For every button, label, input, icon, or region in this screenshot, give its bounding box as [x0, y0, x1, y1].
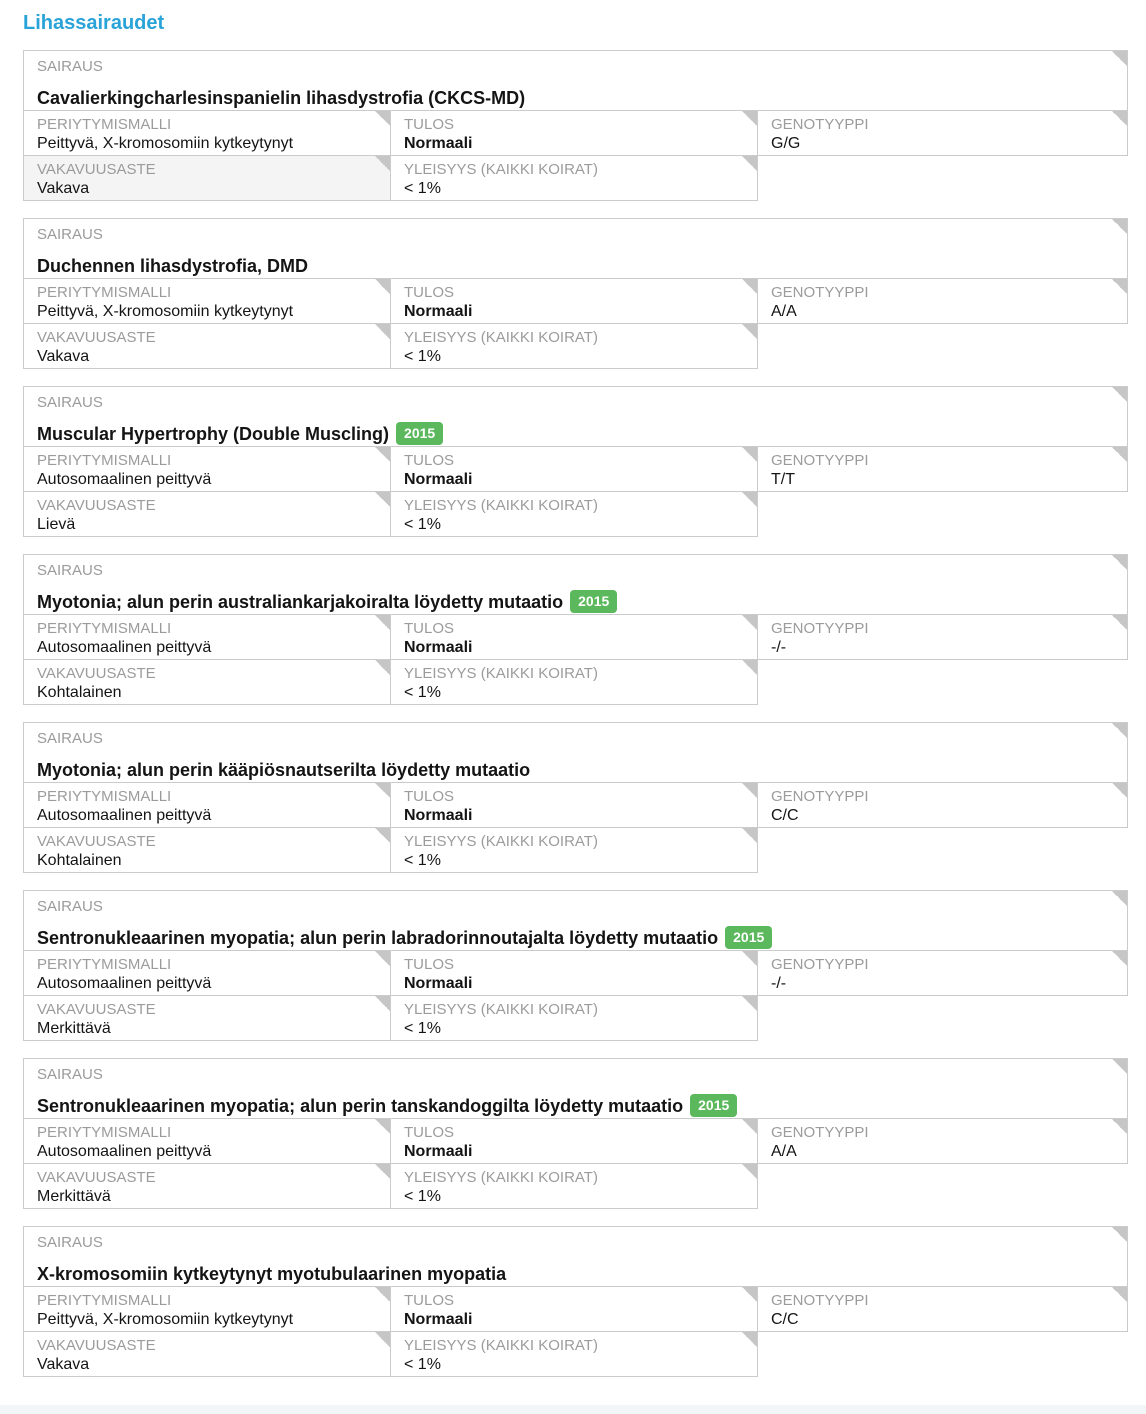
genotype-label: GENOTYYPPI — [771, 1124, 869, 1141]
inheritance-cell[interactable] — [23, 614, 391, 660]
empty-cell — [758, 659, 1128, 705]
disease-card — [23, 218, 1128, 369]
result-label: TULOS — [404, 620, 455, 637]
disease-label: SAIRAUS — [37, 226, 103, 243]
inheritance-cell[interactable] — [23, 446, 391, 492]
inheritance-label: PERIYTYMISMALLI — [37, 956, 172, 973]
result-cell[interactable] — [390, 782, 758, 828]
inheritance-cell[interactable] — [23, 110, 391, 156]
result-value: Normaali — [404, 471, 473, 488]
disease-cell[interactable] — [23, 1226, 1128, 1287]
year-badge: 2015 — [396, 422, 443, 445]
empty-cell — [758, 491, 1128, 537]
genotype-value: C/C — [771, 1311, 799, 1328]
result-cell[interactable] — [390, 110, 758, 156]
severity-value: Merkittävä — [37, 1020, 111, 1037]
disease-title: Duchennen lihasdystrofia, DMD — [37, 256, 309, 276]
genotype-cell[interactable] — [757, 782, 1128, 828]
genotype-label: GENOTYYPPI — [771, 452, 869, 469]
result-row — [23, 950, 1128, 996]
disease-card — [23, 1226, 1128, 1377]
severity-label: VAKAVUUSASTE — [37, 833, 156, 850]
disease-cell[interactable] — [23, 722, 1128, 783]
empty-cell — [758, 323, 1128, 369]
empty-cell — [758, 995, 1128, 1041]
severity-cell[interactable] — [23, 491, 391, 537]
inheritance-cell[interactable] — [23, 950, 391, 996]
result-label: TULOS — [404, 284, 455, 301]
inheritance-cell[interactable] — [23, 1286, 391, 1332]
severity-label: VAKAVUUSASTE — [37, 1337, 156, 1354]
disease-row — [23, 386, 1128, 447]
year-badge: 2015 — [570, 590, 617, 613]
disease-card-list — [23, 50, 1128, 1377]
disease-cell[interactable] — [23, 50, 1128, 111]
inheritance-value: Autosomaalinen peittyvä — [37, 975, 212, 992]
prevalence-cell[interactable] — [390, 995, 758, 1041]
disease-title: X-kromosomiin kytkeytynyt myotubulaarinen myopatia — [37, 1264, 507, 1284]
disease-row — [23, 1058, 1128, 1119]
result-value: Normaali — [404, 1311, 473, 1328]
inheritance-label: PERIYTYMISMALLI — [37, 116, 172, 133]
genotype-cell[interactable] — [757, 110, 1128, 156]
disease-title: Cavalierkingcharlesinspanielin lihasdystrofia (CKCS-MD) — [37, 88, 526, 108]
disease-card — [23, 1058, 1128, 1209]
disease-card — [23, 554, 1128, 705]
disease-card — [23, 890, 1128, 1041]
severity-value: Kohtalainen — [37, 852, 122, 869]
prevalence-value: < 1% — [404, 1020, 441, 1037]
genotype-label: GENOTYYPPI — [771, 788, 869, 805]
disease-label: SAIRAUS — [37, 58, 103, 75]
disease-cell[interactable] — [23, 218, 1128, 279]
empty-cell — [758, 155, 1128, 201]
genotype-cell[interactable] — [757, 446, 1128, 492]
inheritance-label: PERIYTYMISMALLI — [37, 284, 172, 301]
result-row — [23, 110, 1128, 156]
disease-title-line — [37, 254, 1113, 279]
prevalence-cell[interactable] — [390, 1331, 758, 1377]
result-cell[interactable] — [390, 446, 758, 492]
severity-label: VAKAVUUSASTE — [37, 1001, 156, 1018]
result-label: TULOS — [404, 116, 455, 133]
disease-card — [23, 386, 1128, 537]
result-label: TULOS — [404, 788, 455, 805]
inheritance-cell[interactable] — [23, 1118, 391, 1164]
genotype-label: GENOTYYPPI — [771, 620, 869, 637]
disease-row — [23, 722, 1128, 783]
disease-label: SAIRAUS — [37, 1066, 103, 1083]
disease-title: Muscular Hypertrophy (Double Muscling) — [37, 424, 390, 444]
inheritance-cell[interactable] — [23, 278, 391, 324]
prevalence-cell[interactable] — [390, 1163, 758, 1209]
disease-label: SAIRAUS — [37, 898, 103, 915]
result-cell[interactable] — [390, 1118, 758, 1164]
result-value: Normaali — [404, 807, 473, 824]
inheritance-label: PERIYTYMISMALLI — [37, 452, 172, 469]
prevalence-cell[interactable] — [390, 827, 758, 873]
prevalence-label: YLEISYYS (KAIKKI KOIRAT) — [404, 1001, 598, 1018]
result-cell[interactable] — [390, 614, 758, 660]
disease-row — [23, 1226, 1128, 1287]
prevalence-cell[interactable] — [390, 323, 758, 369]
prevalence-label: YLEISYYS (KAIKKI KOIRAT) — [404, 161, 598, 178]
severity-cell[interactable] — [23, 155, 391, 201]
disease-title-line — [37, 926, 1113, 951]
severity-cell[interactable] — [23, 1163, 391, 1209]
severity-row — [23, 491, 1128, 537]
severity-value: Vakava — [37, 1356, 90, 1373]
genotype-cell[interactable] — [757, 1286, 1128, 1332]
disease-row — [23, 554, 1128, 615]
severity-label: VAKAVUUSASTE — [37, 161, 156, 178]
genotype-value: A/A — [771, 303, 797, 320]
severity-row — [23, 1331, 1128, 1377]
severity-label: VAKAVUUSASTE — [37, 329, 156, 346]
inheritance-label: PERIYTYMISMALLI — [37, 620, 172, 637]
disease-label: SAIRAUS — [37, 394, 103, 411]
severity-row — [23, 323, 1128, 369]
genotype-value: -/- — [771, 639, 787, 656]
genotype-value: -/- — [771, 975, 787, 992]
inheritance-value: Autosomaalinen peittyvä — [37, 1143, 212, 1160]
disease-row — [23, 50, 1128, 111]
genotype-value: G/G — [771, 135, 801, 152]
result-value: Normaali — [404, 639, 473, 656]
disease-title: Sentronukleaarinen myopatia; alun perin tanskandoggilta löydetty mutaatio — [37, 1096, 684, 1116]
severity-value: Kohtalainen — [37, 684, 122, 701]
disease-title: Myotonia; alun perin australiankarjakoiralta löydetty mutaatio — [37, 592, 564, 612]
genotype-value: A/A — [771, 1143, 797, 1160]
severity-cell[interactable] — [23, 995, 391, 1041]
severity-value: Lievä — [37, 516, 76, 533]
result-row — [23, 278, 1128, 324]
genotype-label: GENOTYYPPI — [771, 284, 869, 301]
prevalence-label: YLEISYYS (KAIKKI KOIRAT) — [404, 1169, 598, 1186]
severity-cell[interactable] — [23, 323, 391, 369]
result-row — [23, 614, 1128, 660]
inheritance-label: PERIYTYMISMALLI — [37, 1292, 172, 1309]
disease-title-line — [37, 1262, 1113, 1287]
disease-card — [23, 50, 1128, 201]
genotype-value: T/T — [771, 471, 795, 488]
inheritance-value: Peittyvä, X-kromosomiin kytkeytynyt — [37, 135, 294, 152]
result-value: Normaali — [404, 303, 473, 320]
prevalence-value: < 1% — [404, 516, 441, 533]
footer-strip — [0, 1405, 1146, 1414]
inheritance-value: Autosomaalinen peittyvä — [37, 639, 212, 656]
prevalence-label: YLEISYYS (KAIKKI KOIRAT) — [404, 1337, 598, 1354]
result-label: TULOS — [404, 1124, 455, 1141]
disease-title-line — [37, 590, 1113, 615]
disease-label: SAIRAUS — [37, 562, 103, 579]
disease-title: Sentronukleaarinen myopatia; alun perin labradorinnoutajalta löydetty mutaatio — [37, 928, 719, 948]
prevalence-value: < 1% — [404, 684, 441, 701]
empty-cell — [758, 1163, 1128, 1209]
inheritance-label: PERIYTYMISMALLI — [37, 1124, 172, 1141]
prevalence-value: < 1% — [404, 1356, 441, 1373]
severity-cell[interactable] — [23, 659, 391, 705]
inheritance-value: Peittyvä, X-kromosomiin kytkeytynyt — [37, 1311, 294, 1328]
severity-cell[interactable] — [23, 1331, 391, 1377]
result-row — [23, 1118, 1128, 1164]
genotype-label: GENOTYYPPI — [771, 116, 869, 133]
result-row — [23, 1286, 1128, 1332]
result-label: TULOS — [404, 452, 455, 469]
prevalence-value: < 1% — [404, 1188, 441, 1205]
prevalence-value: < 1% — [404, 852, 441, 869]
prevalence-label: YLEISYYS (KAIKKI KOIRAT) — [404, 665, 598, 682]
result-value: Normaali — [404, 975, 473, 992]
result-row — [23, 782, 1128, 828]
severity-row — [23, 659, 1128, 705]
disease-title: Myotonia; alun perin kääpiösnautserilta löydetty mutaatio — [37, 760, 531, 780]
inheritance-label: PERIYTYMISMALLI — [37, 788, 172, 805]
disease-cell[interactable] — [23, 554, 1128, 615]
inheritance-value: Autosomaalinen peittyvä — [37, 471, 212, 488]
result-label: TULOS — [404, 956, 455, 973]
disease-cell[interactable] — [23, 386, 1128, 447]
disease-row — [23, 218, 1128, 279]
genotype-label: GENOTYYPPI — [771, 956, 869, 973]
genotype-cell[interactable] — [757, 950, 1128, 996]
year-badge: 2015 — [725, 926, 772, 949]
disease-title-line — [37, 1094, 1113, 1119]
result-cell[interactable] — [390, 278, 758, 324]
disease-title-line — [37, 86, 1113, 111]
disease-label: SAIRAUS — [37, 730, 103, 747]
disease-cell[interactable] — [23, 1058, 1128, 1119]
severity-row — [23, 155, 1128, 201]
prevalence-cell[interactable] — [390, 659, 758, 705]
genotype-value: C/C — [771, 807, 799, 824]
genotype-cell[interactable] — [757, 1118, 1128, 1164]
year-badge: 2015 — [690, 1094, 737, 1117]
empty-cell — [758, 1331, 1128, 1377]
prevalence-cell[interactable] — [390, 155, 758, 201]
result-value: Normaali — [404, 135, 473, 152]
inheritance-value: Autosomaalinen peittyvä — [37, 807, 212, 824]
result-cell[interactable] — [390, 950, 758, 996]
prevalence-label: YLEISYYS (KAIKKI KOIRAT) — [404, 833, 598, 850]
empty-cell — [758, 827, 1128, 873]
disease-title-line — [37, 758, 1113, 783]
result-cell[interactable] — [390, 1286, 758, 1332]
disease-title-line — [37, 422, 1113, 447]
genotype-cell[interactable] — [757, 614, 1128, 660]
prevalence-cell[interactable] — [390, 491, 758, 537]
inheritance-cell[interactable] — [23, 782, 391, 828]
severity-cell[interactable] — [23, 827, 391, 873]
severity-value: Vakava — [37, 180, 90, 197]
severity-row — [23, 995, 1128, 1041]
disease-cell[interactable] — [23, 890, 1128, 951]
genotype-cell[interactable] — [757, 278, 1128, 324]
section-title: Lihassairaudet — [23, 12, 165, 34]
severity-label: VAKAVUUSASTE — [37, 1169, 156, 1186]
severity-row — [23, 827, 1128, 873]
severity-value: Vakava — [37, 348, 90, 365]
severity-row — [23, 1163, 1128, 1209]
severity-label: VAKAVUUSASTE — [37, 497, 156, 514]
prevalence-value: < 1% — [404, 348, 441, 365]
disease-card — [23, 722, 1128, 873]
result-value: Normaali — [404, 1143, 473, 1160]
genotype-label: GENOTYYPPI — [771, 1292, 869, 1309]
prevalence-label: YLEISYYS (KAIKKI KOIRAT) — [404, 329, 598, 346]
severity-value: Merkittävä — [37, 1188, 111, 1205]
result-label: TULOS — [404, 1292, 455, 1309]
result-row — [23, 446, 1128, 492]
disease-row — [23, 890, 1128, 951]
inheritance-value: Peittyvä, X-kromosomiin kytkeytynyt — [37, 303, 294, 320]
disease-label: SAIRAUS — [37, 1234, 103, 1251]
severity-label: VAKAVUUSASTE — [37, 665, 156, 682]
prevalence-label: YLEISYYS (KAIKKI KOIRAT) — [404, 497, 598, 514]
prevalence-value: < 1% — [404, 180, 441, 197]
